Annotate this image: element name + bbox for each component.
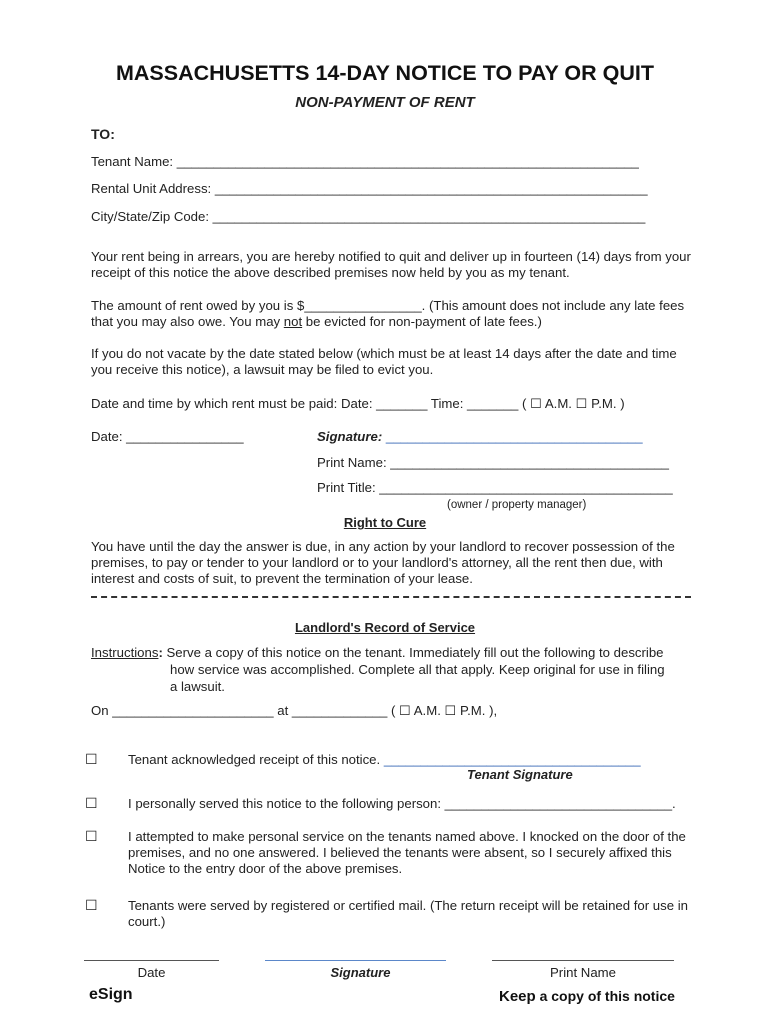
footer-date-label: Date [137, 965, 166, 980]
footer-print-name-line[interactable] [492, 960, 674, 961]
print-name-field[interactable]: Print Name: ______________________________________ [317, 455, 669, 470]
footer-signature-label: Signature [330, 965, 391, 980]
footer-print-name-label: Print Name [550, 965, 616, 980]
rental-unit-address-field[interactable]: Rental Unit Address: ___________________________________________________________ [91, 181, 648, 196]
checkbox-personally-served[interactable]: ☐ [85, 795, 98, 811]
pay-by-date-time-field[interactable]: Date and time by which rent must be paid: Date: _______ Time: _______ ( ☐ A.M. ☐ P.M. ) [91, 396, 625, 411]
signature-line: ___________________________________ [385, 429, 643, 444]
instructions-text-1: Serve a copy of this notice on the tenant. Immediately fill out the following to describe [162, 645, 664, 660]
option-attempted-service: I attempted to make personal service on the tenants named above. I knocked on the door of the premises, and no one answered. I believed the tenants were absent, so I securely affixed this Notice to the entry door of the above premises. [128, 829, 686, 876]
keep-rest: a copy of this notice [535, 988, 675, 1004]
keep-word: Keep [499, 988, 536, 1005]
record-of-service-heading: Landlord's Record of Service [294, 620, 476, 635]
instructions-line-2: how service was accomplished. Complete all that apply. Keep original for use in filing [170, 662, 665, 677]
checkbox-mail-service[interactable]: ☐ [85, 897, 98, 913]
rent-owed-text-before: The amount of rent owed by you is $________________. (This amount does not include any late fees that you may also owe. You may [91, 298, 685, 329]
cut-line-divider [91, 596, 691, 598]
tenant-signature-line[interactable]: ___________________________________ [383, 752, 641, 767]
instructions-colon: : [158, 645, 163, 660]
document-subtitle: NON-PAYMENT OF RENT [295, 94, 475, 111]
signature-label: Signature: [317, 429, 383, 444]
keep-copy-notice [499, 988, 675, 1005]
checkbox-tenant-acknowledged[interactable]: ☐ [85, 751, 98, 767]
tenant-name-field[interactable]: Tenant Name: _______________________________________________________________ [91, 154, 639, 169]
vacate-paragraph: If you do not vacate by the date stated below (which must be at least 14 days after the date and time you receive this notice), a lawsuit may be filed to evict you. [91, 346, 677, 377]
not-emphasis: not [283, 314, 303, 329]
option-mail-service: Tenants were served by registered or certified mail. (The return receipt will be retained for use in court.) [128, 898, 688, 929]
checkbox-attempted-service[interactable]: ☐ [85, 828, 98, 844]
right-to-cure-heading: Right to Cure [343, 515, 427, 530]
city-state-zip-field[interactable]: City/State/Zip Code: ___________________________________________________________ [91, 209, 646, 224]
footer-signature-line[interactable] [265, 960, 446, 961]
notice-paragraph: Your rent being in arrears, you are hereby notified to quit and deliver up in fourteen (14) days from your receipt of this notice the above described premises now held by you as my tenant. [91, 249, 691, 280]
option-ack-text: Tenant acknowledged receipt of this notice. [128, 752, 381, 767]
rent-owed-paragraph [91, 298, 691, 330]
option-tenant-acknowledged [128, 752, 641, 767]
option-personally-served: I personally served this notice to the following person: _______________________________. [128, 796, 676, 811]
esign-logo: eSign [89, 986, 133, 1003]
instructions-line-1 [91, 645, 664, 660]
document-title: MASSACHUSETTS 14-DAY NOTICE TO PAY OR QUIT [115, 61, 654, 85]
service-date-time-field[interactable]: On ______________________ at _____________ ( ☐ A.M. ☐ P.M. ), [91, 703, 498, 718]
instructions-line-3: a lawsuit. [170, 679, 225, 694]
footer-date-line[interactable] [84, 960, 219, 961]
owner-note: (owner / property manager) [447, 499, 587, 511]
instructions-label: Instructions [91, 645, 159, 660]
date-field[interactable]: Date: ________________ [91, 429, 244, 444]
signature-field[interactable] [317, 429, 643, 444]
to-label: TO: [91, 126, 115, 142]
print-title-field[interactable]: Print Title: ________________________________________ [317, 480, 673, 495]
right-to-cure-text: You have until the day the answer is due, in any action by your landlord to recover possession of the premises, to pay or tender to your landlord or to your landlord's attorney, all the rent then due, with interest and costs of suit, to prevent the termination of your lease. [91, 539, 675, 586]
rent-owed-text-after: be evicted for non-payment of late fees.) [302, 314, 542, 329]
tenant-signature-label: Tenant Signature [467, 767, 573, 782]
